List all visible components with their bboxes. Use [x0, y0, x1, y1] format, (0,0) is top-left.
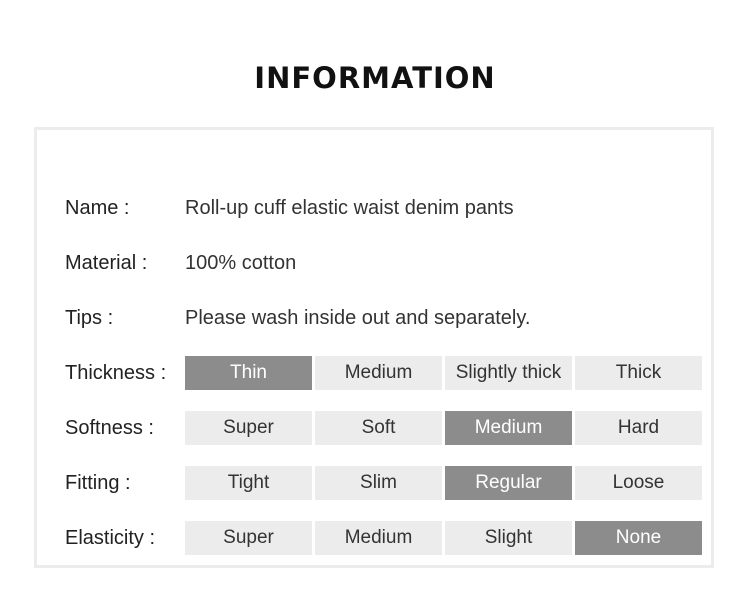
fitting-option-loose: Loose: [575, 466, 702, 500]
page-title: INFORMATION: [254, 61, 496, 95]
elasticity-option-super: Super: [185, 521, 312, 555]
material-label: Material :: [65, 252, 148, 274]
thickness-label: Thickness :: [65, 362, 167, 384]
fitting-label: Fitting :: [65, 472, 131, 494]
thickness-option-slightly-thick: Slightly thick: [445, 356, 572, 390]
thickness-row: [65, 356, 705, 390]
tips-row: [65, 301, 705, 335]
softness-option-hard: Hard: [575, 411, 702, 445]
tips-label: Tips :: [65, 307, 114, 329]
elasticity-option-medium: Medium: [315, 521, 442, 555]
fitting-option-regular: Regular: [445, 466, 572, 500]
softness-label: Softness :: [65, 417, 154, 439]
elasticity-row: [65, 521, 705, 555]
thickness-option-thin: Thin: [185, 356, 312, 390]
elasticity-label: Elasticity :: [65, 527, 156, 549]
name-label: Name :: [65, 197, 130, 219]
material-value: 100% cotton: [185, 252, 297, 274]
name-row: [65, 191, 705, 225]
fitting-row: [65, 466, 705, 500]
fitting-option-tight: Tight: [185, 466, 312, 500]
material-row: [65, 246, 705, 280]
softness-row: [65, 411, 705, 445]
fitting-option-slim: Slim: [315, 466, 442, 500]
name-value: Roll-up cuff elastic waist denim pants: [185, 197, 514, 219]
thickness-option-medium: Medium: [315, 356, 442, 390]
elasticity-option-slight: Slight: [445, 521, 572, 555]
softness-option-soft: Soft: [315, 411, 442, 445]
thickness-option-thick: Thick: [575, 356, 702, 390]
softness-option-super: Super: [185, 411, 312, 445]
softness-option-medium: Medium: [445, 411, 572, 445]
elasticity-option-none: None: [575, 521, 702, 555]
tips-value: Please wash inside out and separately.: [185, 307, 531, 329]
